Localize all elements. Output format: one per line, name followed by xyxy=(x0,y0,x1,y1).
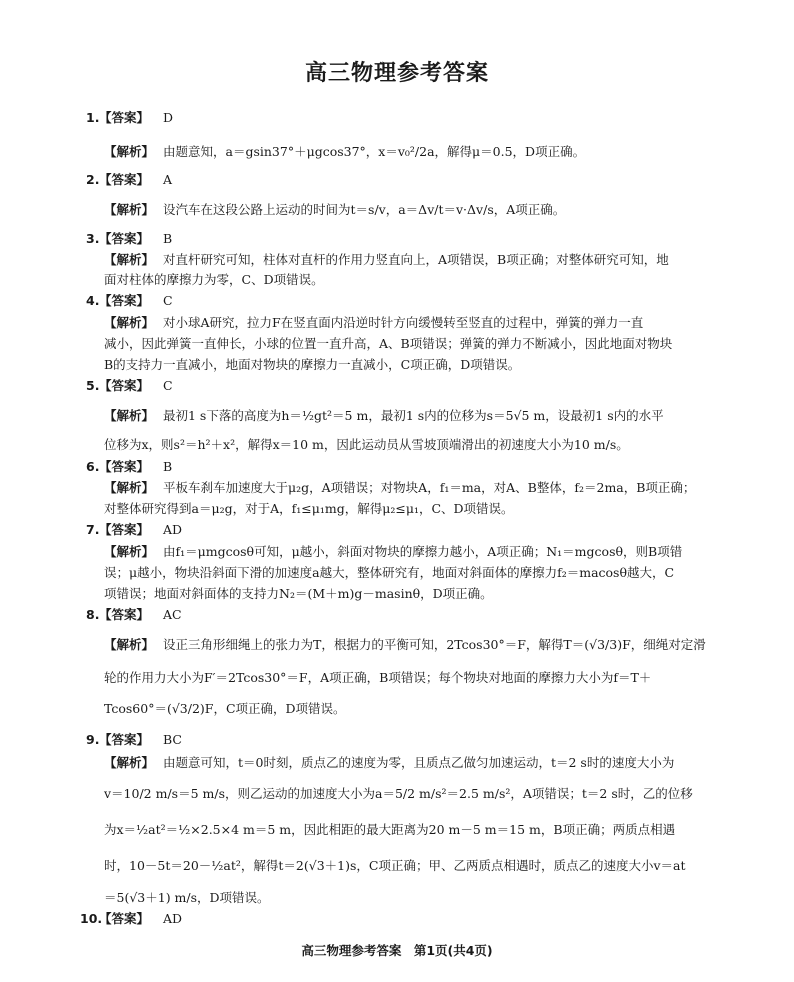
analysis-text: 项错误；地面对斜面体的支持力N₂＝(M＋m)g－masinθ，D项正确。 xyxy=(104,586,493,601)
analysis-text: 时，10－5t＝20－½at²，解得t＝2(√3＋1)s，C项正确；甲、乙两质点相遇时，质点乙的速度大小v＝at xyxy=(104,858,686,873)
analysis-text: 减小，因此弹簧一直伸长，小球的位置一直升高，A、B项错误；弹簧的弹力不断减小，因此地面对物块 xyxy=(104,336,673,351)
question-number: 2. xyxy=(86,172,100,187)
analysis-text: 面对柱体的摩擦力为零，C、D项错误。 xyxy=(104,272,324,287)
answer-tag: 【答案】 xyxy=(99,378,150,393)
analysis-text: 轮的作用力大小为F′＝2Tcos30°＝F，A项正确，B项错误；每个物块对地面的摩擦力大小为f＝T＋ xyxy=(104,670,652,685)
answer-tag: 【答案】 xyxy=(99,231,150,246)
analysis-text: 设汽车在这段公路上运动的时间为t＝s/v，a＝Δv/t＝v·Δv/s，A项正确。 xyxy=(163,202,566,217)
answer-value: AC xyxy=(163,607,182,622)
analysis-tag: 【解析】 xyxy=(104,637,155,652)
analysis-text: 由题意知，a＝gsin37°＋μgcos37°，x＝v₀²/2a，解得μ＝0.5，D项正确。 xyxy=(163,144,586,159)
analysis-tag: 【解析】 xyxy=(104,755,155,770)
answer-tag: 【答案】 xyxy=(99,911,150,926)
answer-value: C xyxy=(163,378,173,393)
question-number: 4. xyxy=(86,293,100,308)
analysis-text: 对直杆研究可知，柱体对直杆的作用力竖直向上，A项错误，B项正确；对整体研究可知，地 xyxy=(163,252,669,267)
analysis-text: B的支持力一直减小，地面对物块的摩擦力一直减小，C项正确，D项错误。 xyxy=(104,357,521,372)
analysis-text: 平板车刹车加速度大于μ₂g，A项错误；对物块A，f₁＝ma，对A、B整体，f₂＝2ma，B项正确； xyxy=(163,480,696,495)
analysis-tag: 【解析】 xyxy=(104,144,155,159)
answer-value: D xyxy=(163,110,174,125)
answer-value: AD xyxy=(163,522,183,537)
question-number: 8. xyxy=(86,607,100,622)
page-title: 高三物理参考答案 xyxy=(304,61,489,86)
analysis-tag: 【解析】 xyxy=(104,315,155,330)
answer-tag: 【答案】 xyxy=(99,459,150,474)
answer-tag: 【答案】 xyxy=(99,607,150,622)
answer-tag: 【答案】 xyxy=(99,110,150,125)
analysis-text: 误；μ越小，物块沿斜面下滑的加速度a越大，整体研究有，地面对斜面体的摩擦力f₂＝macosθ越大，C xyxy=(104,565,675,580)
question-number: 7. xyxy=(86,522,100,537)
analysis-text: 由题意可知，t＝0时刻，质点乙的速度为零，且质点乙做匀加速运动，t＝2 s时的速度大小为 xyxy=(163,755,675,770)
analysis-text: 由f₁＝μmgcosθ可知，μ越小，斜面对物块的摩擦力越小，A项正确；N₁＝mgcosθ，则B项错 xyxy=(163,544,683,559)
answer-tag: 【答案】 xyxy=(99,172,150,187)
question-number: 10. xyxy=(80,911,103,926)
analysis-tag: 【解析】 xyxy=(104,480,155,495)
analysis-tag: 【解析】 xyxy=(104,202,155,217)
answer-tag: 【答案】 xyxy=(99,522,150,537)
analysis-text: v＝10/2 m/s＝5 m/s，则乙运动的加速度大小为a＝5/2 m/s²＝2.5 m/s²，A项错误；t＝2 s时，乙的位移 xyxy=(104,786,693,801)
analysis-text: 设正三角形细绳上的张力为T，根据力的平衡可知，2Tcos30°＝F，解得T＝(√3/3)F，细绳对定滑 xyxy=(163,637,706,652)
analysis-text: 最初1 s下落的高度为h＝½gt²＝5 m，最初1 s内的位移为s＝5√5 m，设最初1 s内的水平 xyxy=(163,408,664,423)
question-number: 1. xyxy=(86,110,100,125)
analysis-text: 位移为x，则s²＝h²＋x²，解得x＝10 m，因此运动员从雪坡顶端滑出的初速度大小为10 m/s。 xyxy=(104,437,629,452)
answer-value: BC xyxy=(163,732,182,747)
analysis-text: ＝5(√3＋1) m/s，D项错误。 xyxy=(104,890,270,905)
analysis-tag: 【解析】 xyxy=(104,408,155,423)
analysis-text: 为x＝½at²＝½×2.5×4 m＝5 m，因此相距的最大距离为20 m－5 m＝15 m，B项正确；两质点相遇 xyxy=(104,822,676,837)
page-footer: 高三物理参考答案 第1页(共4页) xyxy=(301,943,493,958)
analysis-tag: 【解析】 xyxy=(104,544,155,559)
answer-tag: 【答案】 xyxy=(99,293,150,308)
analysis-text: 对小球A研究，拉力F在竖直面内沿逆时针方向缓慢转至竖直的过程中，弹簧的弹力一直 xyxy=(163,315,644,330)
analysis-text: Tcos60°＝(√3/2)F，C项正确，D项错误。 xyxy=(104,701,346,716)
question-number: 3. xyxy=(86,231,100,246)
question-number: 9. xyxy=(86,732,100,747)
question-number: 6. xyxy=(86,459,100,474)
answer-value: B xyxy=(163,459,173,474)
answer-tag: 【答案】 xyxy=(99,732,150,747)
answer-value: A xyxy=(163,172,173,187)
answer-value: AD xyxy=(163,911,183,926)
answer-value: B xyxy=(163,231,173,246)
answer-value: C xyxy=(163,293,173,308)
analysis-text: 对整体研究得到a＝μ₂g，对于A，f₁≤μ₁mg，解得μ₂≤μ₁，C、D项错误。 xyxy=(104,501,514,516)
question-number: 5. xyxy=(86,378,100,393)
analysis-tag: 【解析】 xyxy=(104,252,155,267)
